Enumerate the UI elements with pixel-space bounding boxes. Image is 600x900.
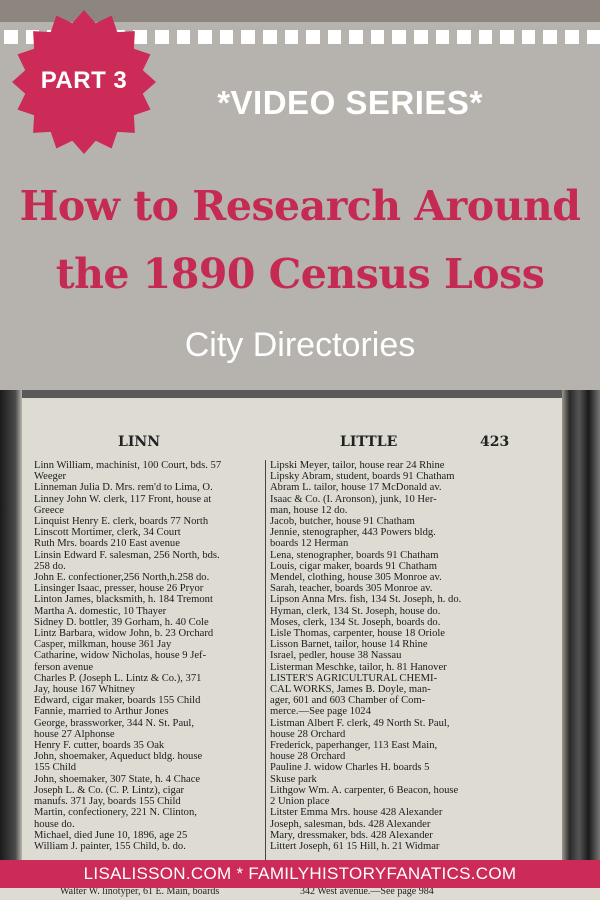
directory-entry: Linton James, blacksmith, h. 184 Tremont	[34, 594, 213, 606]
directory-entry: John, shoemaker, Aqueduct bldg. house	[34, 751, 203, 763]
page-number: 423	[480, 434, 510, 450]
directory-entry: Louis, cigar maker, boards 91 Chatham	[270, 560, 437, 572]
directory-entry: Michael, died June 10, 1896, age 25	[34, 829, 188, 841]
directory-entry: Lipski Meyer, tailor, house rear 24 Rhine	[270, 460, 445, 471]
title-line-2: the 1890 Census Loss	[55, 250, 545, 298]
directory-entry: Lisle Thomas, carpenter, house 18 Oriole	[270, 628, 446, 640]
directory-entry: house 28 Orchard	[270, 728, 346, 740]
directory-entry: Frederick, paperhanger, 113 East Main,	[270, 740, 438, 752]
dash-square	[263, 30, 277, 44]
directory-entry: William J. painter, 155 Child, b. do.	[34, 840, 186, 852]
dash-square	[543, 30, 557, 44]
directory-entry: 2 Union place	[270, 796, 330, 808]
directory-entry: Fannie, married to Arthur Jones	[34, 706, 169, 718]
dash-square	[392, 30, 406, 44]
directory-entry: Edward, cigar maker, boards 155 Child	[34, 695, 201, 707]
dash-square	[371, 30, 385, 44]
directory-entry: ager, 601 and 603 Chamber of Com-	[270, 695, 426, 707]
directory-entry: Charles P. (Joseph L. Lintz & Co.), 371	[34, 672, 202, 684]
directory-entry: Linsin Edward F. salesman, 256 North, bds.	[34, 549, 220, 561]
directory-entry: Casper, milkman, house 361 Jay	[34, 639, 172, 651]
directory-entry: house do.	[34, 818, 75, 830]
dash-square	[414, 30, 428, 44]
dash-square	[436, 30, 450, 44]
dash-square	[306, 30, 320, 44]
directory-entry: George, brassworker, 344 N. St. Paul,	[34, 717, 195, 729]
scan-top-edge	[0, 390, 600, 398]
directory-entry: Linquist Henry E. clerk, boards 77 North	[34, 516, 209, 528]
directory-entry: Sarah, teacher, boards 305 Monroe av.	[270, 583, 433, 595]
badge-label: PART 3	[40, 67, 128, 94]
directory-entry: manufs. 371 Jay, boards 155 Child	[34, 796, 181, 808]
dash-square	[500, 30, 514, 44]
city-directory-scan	[0, 390, 600, 900]
directory-entry: Greece	[34, 504, 64, 516]
directory-entry: Linn William, machinist, 100 Court, bds. 57	[34, 460, 222, 471]
right-column-entries	[270, 460, 560, 852]
directory-entry: Mendel, clothing, house 305 Monroe av.	[270, 572, 442, 584]
directory-entry: Martin, confectionery, 221 N. Clinton,	[34, 807, 197, 819]
directory-entry: Henry F. cutter, boards 35 Oak	[34, 740, 165, 752]
dash-square	[349, 30, 363, 44]
directory-entry: Skuse park	[270, 773, 317, 785]
dash-square	[177, 30, 191, 44]
directory-entry: merce.—See page 1024	[270, 706, 371, 718]
dash-square	[587, 30, 600, 44]
directory-entry: Lipson Anna Mrs. fish, 134 St. Joseph, h. do.	[270, 594, 462, 606]
directory-entry: Listman Albert F. clerk, 49 North St. Paul,	[270, 717, 450, 729]
directory-entry: Lisson Barnet, tailor, house 14 Rhine	[270, 639, 428, 651]
directory-entry: 258 do.	[34, 560, 66, 572]
dash-square	[198, 30, 212, 44]
series-label: *VIDEO SERIES*	[217, 84, 483, 121]
left-column-entries	[34, 460, 262, 852]
directory-entry: Litster Emma Mrs. house 428 Alexander	[270, 807, 443, 819]
directory-entry: Linneman Julia D. Mrs. rem'd to Lima, O.	[34, 482, 213, 494]
directory-entry: boards 12 Herman	[270, 538, 349, 550]
directory-entry: Hyman, clerk, 134 St. Joseph, house do.	[270, 605, 441, 617]
directory-entry: Weeger	[34, 471, 67, 483]
directory-entry: Sidney D. bottler, 39 Gorham, h. 40 Cole	[34, 616, 209, 628]
dash-square	[522, 30, 536, 44]
dash-square	[220, 30, 234, 44]
directory-entry: Linsinger Isaac, presser, house 26 Pryor	[34, 583, 204, 595]
directory-entry: man, house 12 do.	[270, 504, 348, 516]
dash-square	[565, 30, 579, 44]
directory-entry: CAL WORKS, James B. Doyle, man-	[270, 684, 431, 696]
right-column-heading: LITTLE	[340, 434, 398, 450]
bottom-right-entry: 342 West avenue.—See page 984	[300, 888, 434, 897]
left-column-heading: LINN	[118, 434, 160, 450]
directory-entry: John E. confectioner,256 North,h.258 do.	[34, 572, 210, 584]
directory-entry: Lintz Barbara, widow John, b. 23 Orchard	[34, 628, 214, 640]
title-line-1: How to Research Around	[19, 182, 581, 230]
directory-entry: Jay, house 167 Whitney	[34, 684, 135, 696]
directory-entry: Littert Joseph, 61 15 Hill, h. 21 Widmar	[270, 840, 440, 852]
directory-entry: Jacob, butcher, house 91 Chatham	[270, 516, 415, 528]
directory-entry: house 28 Orchard	[270, 751, 346, 763]
directory-entry: Pauline J. widow Charles H. boards 5	[270, 762, 430, 774]
directory-entry: Ruth Mrs. boards 210 East avenue	[34, 538, 180, 550]
directory-entry: Martha A. domestic, 10 Thayer	[34, 605, 167, 617]
directory-entry: Joseph, salesman, bds. 428 Alexander	[270, 818, 431, 830]
directory-entry: John, shoemaker, 307 State, h. 4 Chace	[34, 773, 201, 785]
column-divider	[265, 460, 266, 900]
directory-entry: Lena, stenographer, boards 91 Chatham	[270, 549, 439, 561]
directory-entry: Mary, dressmaker, bds. 428 Alexander	[270, 829, 433, 841]
bottom-left-entry: Walter W. linotyper, 61 E. Main, boards	[60, 888, 220, 897]
scan-right-edge	[562, 390, 600, 900]
directory-entry: Lipsky Abram, student, boards 91 Chatham	[270, 471, 455, 483]
directory-entry: Israel, pedler, house 38 Nassau	[270, 650, 402, 662]
directory-entry: Linney John W. clerk, 117 Front, house at	[34, 493, 212, 505]
directory-entry: Abram L. tailor, house 17 McDonald av.	[270, 482, 442, 494]
directory-entry: Joseph L. & Co. (C. P. Lintz), cigar	[34, 784, 185, 796]
scan-left-edge	[0, 390, 22, 900]
dash-square	[328, 30, 342, 44]
directory-entry: house 27 Alphonse	[34, 728, 115, 740]
directory-entry: Moses, clerk, 134 St. Joseph, boards do.	[270, 616, 441, 628]
directory-entry: ferson avenue	[34, 661, 94, 673]
directory-entry: LISTER'S AGRICULTURAL CHEMI-	[270, 672, 438, 684]
subtitle: City Directories	[184, 326, 416, 364]
dash-square	[457, 30, 471, 44]
dash-square	[241, 30, 255, 44]
footer-banner: LISALISSON.COM * FAMILYHISTORYFANATICS.COM	[0, 860, 600, 888]
dash-square	[285, 30, 299, 44]
directory-entry: Jennie, stenographer, 443 Powers bldg.	[270, 527, 436, 539]
directory-entry: 155 Child	[34, 762, 77, 774]
part-badge	[10, 8, 158, 156]
directory-entry: Listerman Meschke, tailor, h. 81 Hanover	[270, 661, 447, 673]
directory-entry: Lithgow Wm. A. carpenter, 6 Beacon, house	[270, 784, 459, 796]
directory-entry: Catharine, widow Nicholas, house 9 Jef-	[34, 650, 207, 662]
directory-entry: Linscott Mortimer, clerk, 34 Court	[34, 527, 181, 539]
dash-square	[479, 30, 493, 44]
scan-bottom-strip	[0, 888, 600, 900]
directory-entry: Isaac & Co. (I. Aronson), junk, 10 Her-	[270, 493, 437, 505]
